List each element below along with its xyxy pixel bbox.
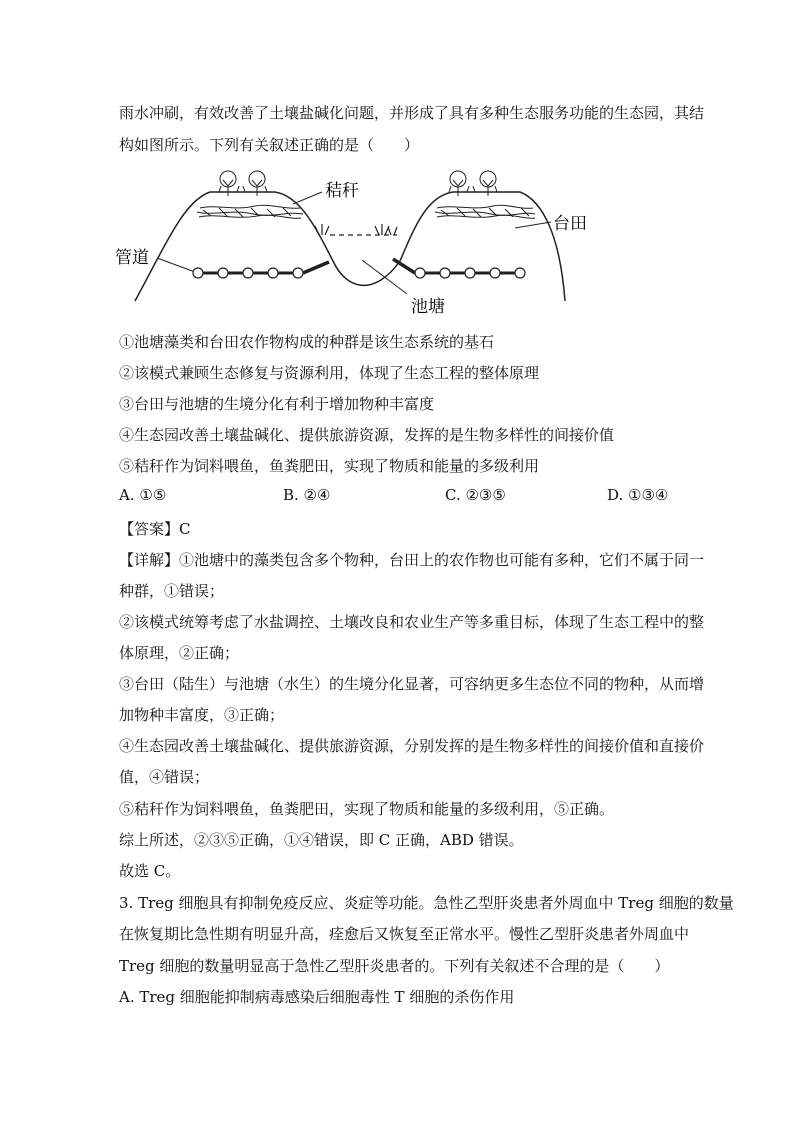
option-b: B. ②④ [283,486,331,504]
explanation-line: 种群，①错误； [119,582,225,600]
explanation-line: 加物种丰富度，③正确； [119,706,285,724]
straw-pointer [293,192,322,204]
intro-line-2: 构如图所示。下列有关叙述正确的是（ ） [119,136,420,154]
label-terrace: 台田 [553,214,587,234]
statement-5: ⑤秸秆作为饲料喂鱼，鱼粪肥田，实现了物质和能量的多级利用 [119,457,540,475]
question-3-line: 3. Treg 细胞具有抑制免疫反应、炎症等功能。急性乙型肝炎患者外周血中 Treg 细胞的数量 [119,894,734,912]
straw-layer-left [197,205,303,218]
pipe-right [393,259,525,278]
explanation-line: 【详解】①池塘中的藻类包含多个物种，台田上的农作物也可能有多种，它们不属于同一 [119,551,705,569]
aquatic-plant-icon [315,224,397,235]
label-pipe: 管道 [115,248,149,268]
statement-3: ③台田与池塘的生境分化有利于增加物种丰富度 [119,395,435,413]
straw-layer-right [435,205,535,218]
label-straw: 秸秆 [325,181,359,201]
explanation-line: 综上所述，②③⑤正确，①④错误，即 C 正确，ABD 错误。 [119,831,524,849]
explanation-line: ④生态园改善土壤盐碱化、提供旅游资源，分别发挥的是生物多样性的间接价值和直接价 [119,737,705,755]
eco-park-diagram [115,166,615,326]
option-c: C. ②③⑤ [445,486,506,504]
explanation-line: ②该模式统筹考虑了水盐调控、土壤改良和农业生产等多重目标，体现了生态工程中的整 [119,613,705,631]
question-3-line: Treg 细胞的数量明显高于急性乙型肝炎患者的。下列有关叙述不合理的是（ ） [119,957,670,975]
explanation-line: ③台田（陆生）与池塘（水生）的生境分化显著，可容纳更多生态位不同的物种，从而增 [119,675,705,693]
label-pond: 池塘 [411,297,445,317]
statement-1: ①池塘藻类和台田农作物构成的种群是该生态系统的基石 [119,333,495,351]
terrace-pointer [515,222,551,228]
option-a: A. ①⑤ [119,486,167,504]
explanation-line: 故选 C。 [119,862,181,880]
explanation-line: 值，④错误； [119,768,210,786]
intro-line-1: 雨水冲刷，有效改善了土壤盐碱化问题，并形成了具有多种生态服务功能的生态园，其结 [119,104,705,122]
pipe-left [193,262,329,278]
question-3-option-a: A. Treg 细胞能抑制病毒感染后细胞毒性 T 细胞的杀伤作用 [119,988,515,1006]
pipe-pointer [157,258,195,272]
statement-4: ④生态园改善土壤盐碱化、提供旅游资源，发挥的是生物多样性的间接价值 [119,426,615,444]
option-d: D. ①③④ [607,486,669,504]
explanation-line: 体原理，②正确； [119,644,240,662]
statement-2: ②该模式兼顾生态修复与资源利用，体现了生态工程的整体原理 [119,364,540,382]
explanation-line: ⑤秸秆作为饲料喂鱼，鱼粪肥田，实现了物质和能量的多级利用，⑤正确。 [119,800,615,818]
answer-line: 【答案】C [119,520,191,538]
question-3-line: 在恢复期比急性期有明显升高，痊愈后又恢复至正常水平。慢性乙型肝炎患者外周血中 [119,925,690,943]
